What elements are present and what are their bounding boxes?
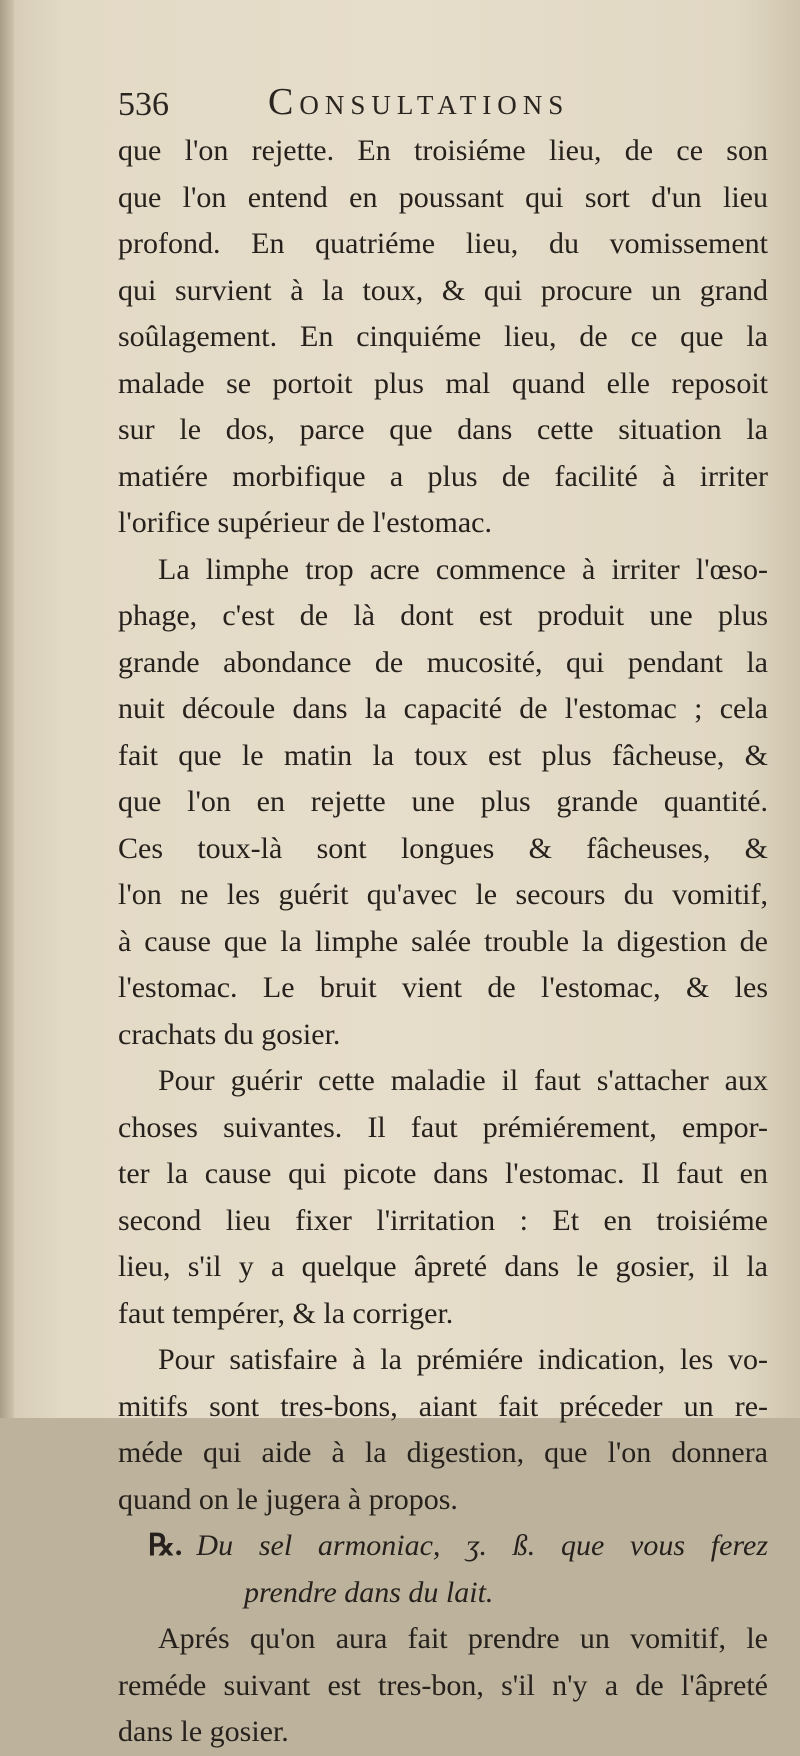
body-text — [118, 128, 768, 1756]
prescription-symbol: ℞. — [148, 1529, 183, 1562]
text-line: phage, c'est de là dont est produit une plus — [118, 599, 768, 632]
text-line: grande abondance de mucosité, qui pendant la — [118, 645, 768, 679]
text-line: reméde suivant est tres-bon, s'il n'y a de l'âpreté — [118, 1668, 768, 1702]
text-line: méde qui aide à la digestion, que l'on donnera — [118, 1436, 768, 1469]
text-line: Pour guérir cette maladie il faut s'attacher aux — [158, 1064, 768, 1097]
running-title: Consultations — [268, 81, 570, 123]
text-line: mitifs sont tres-bons, aiant fait préceder un re- — [118, 1389, 768, 1423]
text-line: que l'on entend en poussant qui sort d'un lieu — [118, 180, 768, 214]
text-line: second lieu fixer l'irritation : Et en troisiéme — [118, 1203, 768, 1237]
text-line: malade se portoit plus mal quand elle reposoit — [118, 366, 768, 400]
text-line: sur le dos, parce que dans cette situation la — [118, 413, 768, 446]
text-line: Aprés qu'on aura fait prendre un vomitif, le — [158, 1622, 768, 1655]
prescription-text: Du sel armoniac, ʒ. ß. que vous ferez — [196, 1529, 768, 1562]
text-line: Pour satisfaire à la prémiére indication, les vo- — [158, 1343, 768, 1376]
text-line: l'on ne les guérit qu'avec le secours du vomitif, — [118, 878, 768, 911]
text-line: lieu, s'il y a quelque âpreté dans le gosier, il la — [118, 1250, 768, 1283]
text-line: l'estomac. Le bruit vient de l'estomac, & les — [118, 971, 768, 1004]
text-line: profond. En quatriéme lieu, du vomissement — [118, 227, 768, 260]
page-number: 536 — [118, 86, 169, 123]
text-line: que l'on en rejette une plus grande quantité. — [118, 785, 768, 818]
text-line: quand on le jugera à propos. — [118, 1482, 458, 1516]
text-line: fait que le matin la toux est plus fâcheuse, & — [118, 738, 768, 772]
text-line: dans le gosier. — [118, 1715, 289, 1748]
text-line: faut tempérer, & la corriger. — [118, 1296, 454, 1330]
text-line: que l'on rejette. En troisiéme lieu, de ce son — [118, 134, 768, 167]
text-line: matiére morbifique a plus de facilité à irriter — [118, 459, 768, 493]
prescription-line — [118, 1523, 768, 1570]
text-line: soûlagement. En cinquiéme lieu, de ce que la — [118, 320, 768, 353]
text-line: ter la cause qui picote dans l'estomac. Il faut en — [118, 1157, 768, 1190]
text-line: l'orifice supérieur de l'estomac. — [118, 506, 492, 539]
prescription-line: prendre dans du lait. — [244, 1575, 494, 1609]
text-line: choses suivantes. Il faut prémiérement, empor- — [118, 1110, 768, 1144]
running-head — [118, 78, 678, 128]
page-gutter — [0, 0, 14, 1418]
text-line: à cause que la limphe salée trouble la digestion de — [118, 924, 768, 958]
text-line: crachats du gosier. — [118, 1017, 341, 1051]
text-line: La limphe trop acre commence à irriter l'œso- — [158, 552, 768, 586]
text-line: Ces toux-là sont longues & fâcheuses, & — [118, 831, 768, 865]
text-line: nuit découle dans la capacité de l'estomac ; cela — [118, 692, 768, 725]
text-line: qui survient à la toux, & qui procure un grand — [118, 273, 768, 307]
